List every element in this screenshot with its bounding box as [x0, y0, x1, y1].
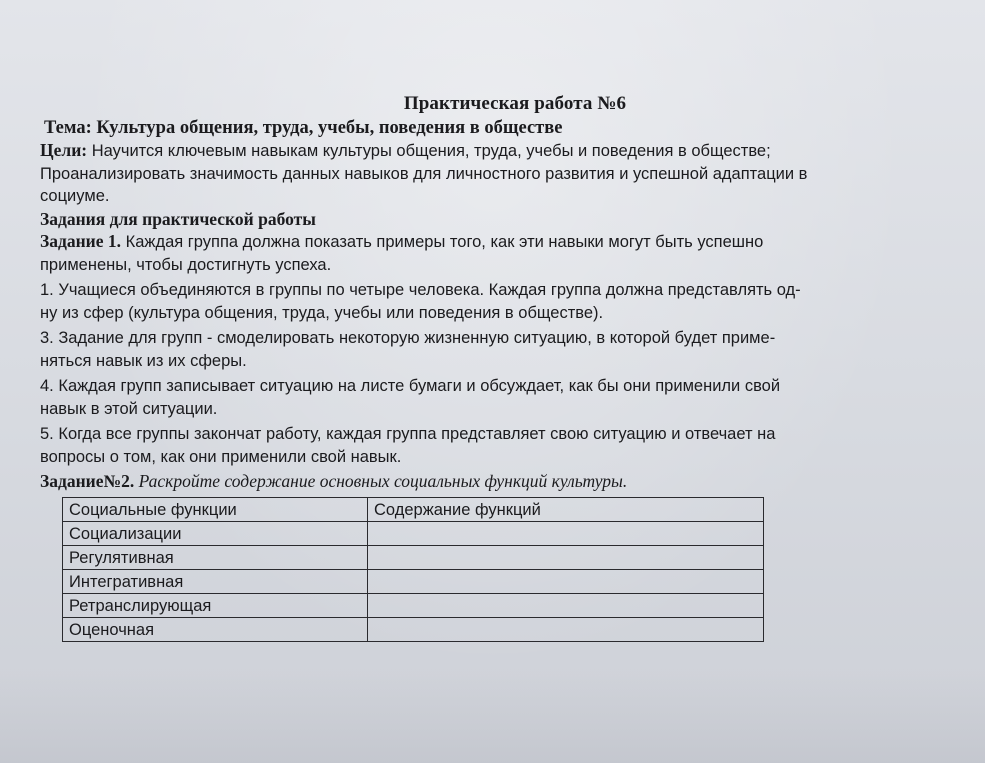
step3-line-2: няться навык из их сферы. — [40, 351, 247, 370]
tasks-heading: Задания для практической работы — [40, 208, 316, 229]
table-row — [63, 594, 764, 618]
table-header-cell: Социальные функции — [63, 498, 368, 522]
table-header-cell: Содержание функций — [368, 498, 764, 522]
table-row — [63, 618, 764, 642]
worksheet-content — [40, 93, 950, 510]
step5-line-2: вопросы о том, как они применили свой навык. — [40, 447, 402, 466]
page-title: Практическая работа №6 — [403, 93, 627, 114]
table-cell-content[interactable] — [368, 570, 764, 594]
step1-line-2: ну из сфер (культура общения, труда, учебы или поведения в обществе). — [40, 303, 604, 322]
goals-text-1: Научится ключевым навыкам культуры общения, труда, учебы и поведения в обществе; — [87, 142, 771, 160]
task1-line-1 — [40, 230, 950, 254]
step1-line-1: 1. Учащиеся объединяются в группы по четыре человека. Каждая группа должна представлять од- — [40, 281, 801, 299]
goals-text-3: социуме. — [40, 187, 110, 205]
functions-table — [62, 497, 764, 642]
table-row — [63, 570, 764, 594]
table-row — [63, 522, 764, 546]
table-cell-function: Ретранслирующая — [63, 594, 368, 618]
table-cell-content[interactable] — [368, 546, 764, 570]
task2-text: Раскройте содержание основных социальных функций культуры. — [134, 471, 628, 491]
paper-shadow — [0, 673, 985, 763]
table-row — [63, 546, 764, 570]
step3-line-1: 3. Задание для групп - смоделировать некоторую жизненную ситуацию, в которой будет приме- — [40, 329, 776, 347]
table-cell-content[interactable] — [368, 618, 764, 642]
table-cell-content[interactable] — [368, 522, 764, 546]
task2-line — [40, 470, 950, 492]
goals-line-1 — [40, 139, 950, 163]
goals-label: Цели: — [40, 140, 88, 160]
step4-line-1: 4. Каждая групп записывает ситуацию на листе бумаги и обсуждает, как бы они применили свой — [40, 377, 781, 395]
table-cell-content[interactable] — [368, 594, 764, 618]
topic-line: Тема: Культура общения, труда, учебы, поведения в обществе — [44, 118, 563, 138]
task1-text-1: Каждая группа должна показать примеры того, как эти навыки могут быть успешно — [121, 233, 764, 251]
table-cell-function: Оценочная — [63, 618, 368, 642]
table-cell-function: Регулятивная — [63, 546, 368, 570]
task2-label: Задание№2. — [40, 471, 135, 491]
table-cell-function: Интегративная — [63, 570, 368, 594]
step5-line-1: 5. Когда все группы закончат работу, каждая группа представляет свою ситуацию и отвечает на — [40, 425, 776, 443]
task1-label: Задание 1. — [40, 231, 122, 251]
table-header-row — [63, 498, 764, 522]
task1-text-2: применены, чтобы достигнуть успеха. — [40, 255, 332, 274]
table-cell-function: Социализации — [63, 522, 368, 546]
step4-line-2: навык в этой ситуации. — [40, 399, 218, 418]
goals-text-2: Проанализировать значимость данных навыков для личностного развития и успешной адаптации в — [40, 164, 808, 183]
